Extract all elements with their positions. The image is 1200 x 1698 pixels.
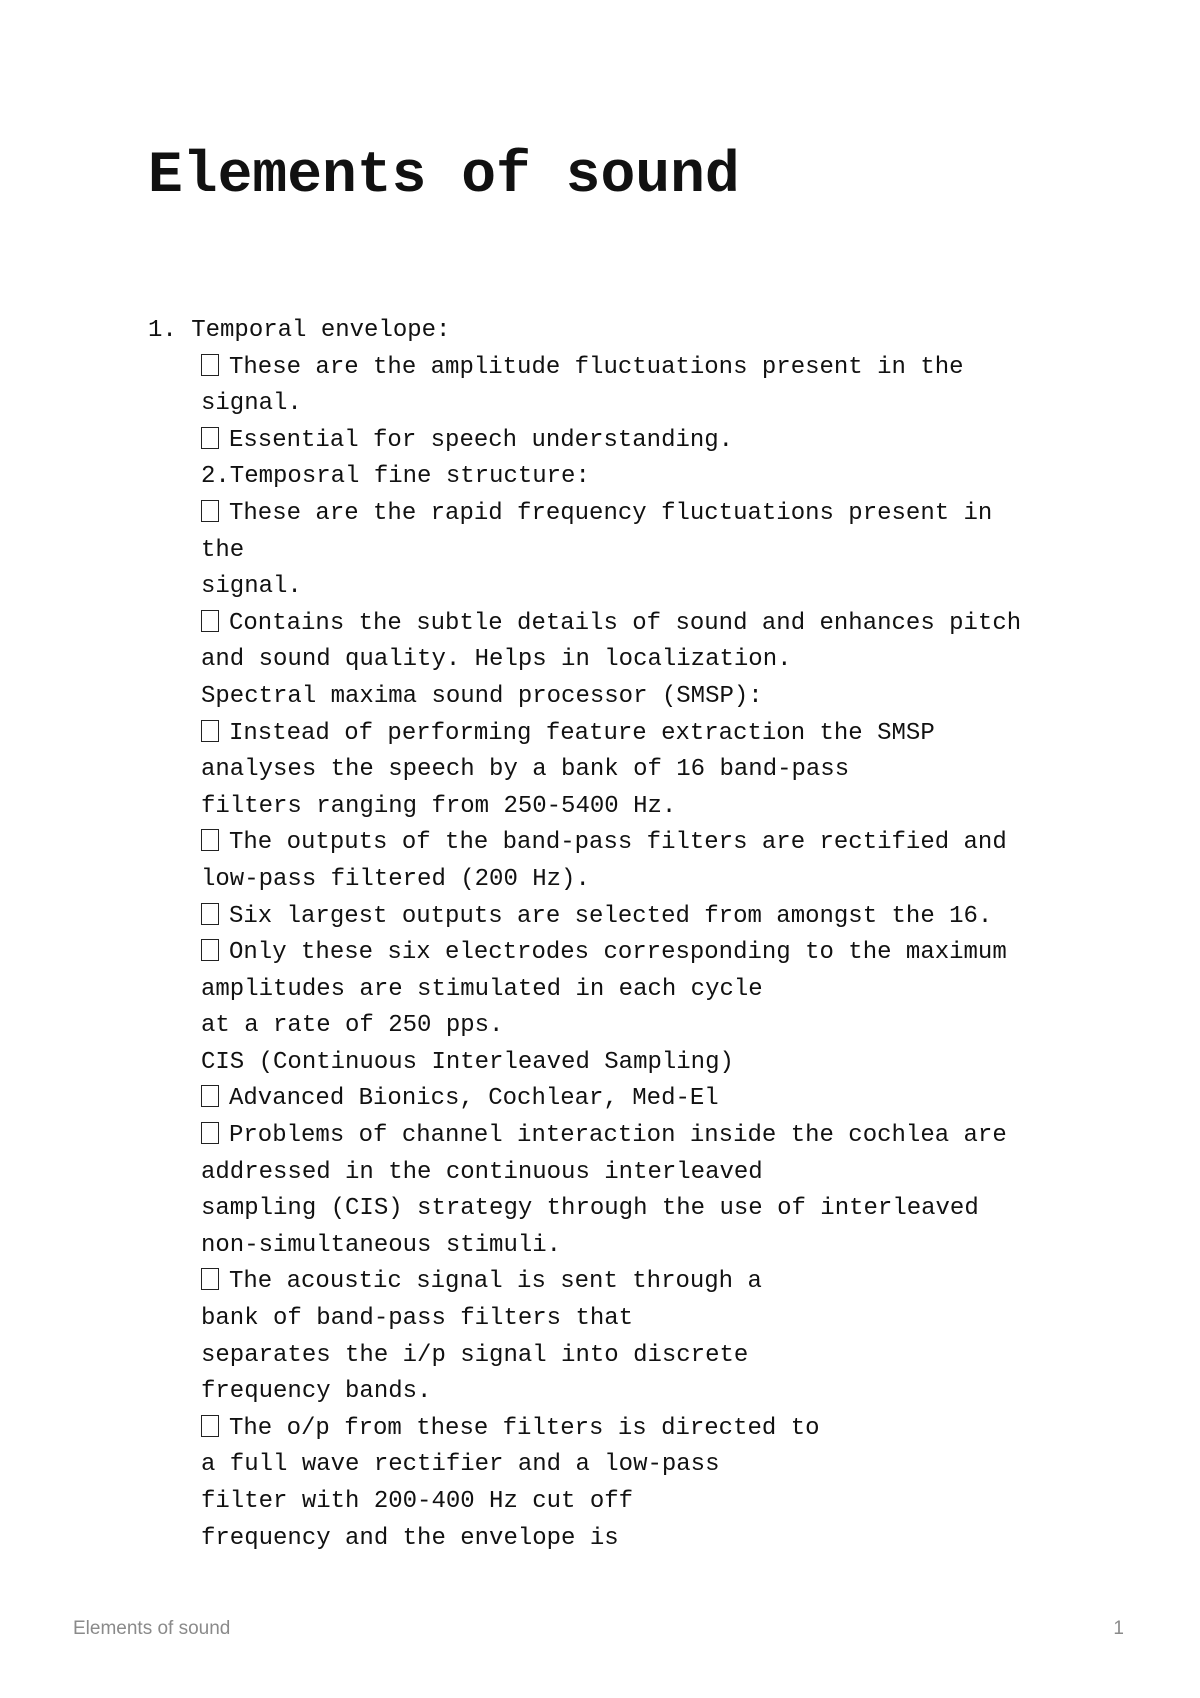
line-text: non-simultaneous stimuli. bbox=[201, 1231, 562, 1259]
line-text: and sound quality. Helps in localization. bbox=[201, 646, 792, 674]
text-line bbox=[148, 1191, 1108, 1228]
text-line bbox=[148, 1338, 1108, 1375]
text-line bbox=[148, 313, 1108, 350]
line-text: Only these six electrodes corresponding to the maximum bbox=[229, 939, 1007, 967]
text-line bbox=[148, 533, 1108, 570]
text-line bbox=[148, 679, 1108, 716]
bullet-line bbox=[148, 1081, 1108, 1118]
line-text: the bbox=[201, 536, 245, 564]
line-text: The o/p from these filters is directed to bbox=[229, 1414, 820, 1442]
line-text: 2.Temposral fine structure: bbox=[201, 463, 590, 491]
line-text: low-pass filtered (200 Hz). bbox=[201, 865, 590, 893]
missing-glyph-bullet-icon bbox=[201, 1122, 219, 1144]
bullet-line bbox=[148, 496, 1108, 533]
line-text: a full wave rectifier and a low-pass bbox=[201, 1451, 720, 1479]
text-line bbox=[148, 972, 1108, 1009]
bullet-line bbox=[148, 825, 1108, 862]
missing-glyph-bullet-icon bbox=[201, 903, 219, 925]
text-line bbox=[148, 1045, 1108, 1082]
line-text: signal. bbox=[201, 573, 302, 601]
text-line bbox=[148, 642, 1108, 679]
line-text: amplitudes are stimulated in each cycle bbox=[201, 975, 763, 1003]
line-text: The acoustic signal is sent through a bbox=[229, 1268, 762, 1296]
line-text: at a rate of 250 pps. bbox=[201, 1012, 504, 1040]
bullet-line bbox=[148, 606, 1108, 643]
footer-page-number: 1 bbox=[1113, 1618, 1124, 1639]
footer-document-name: Elements of sound bbox=[73, 1618, 231, 1639]
missing-glyph-bullet-icon bbox=[201, 500, 219, 522]
line-text: signal. bbox=[201, 390, 302, 418]
line-text: CIS (Continuous Interleaved Sampling) bbox=[201, 1048, 734, 1076]
line-text: analyses the speech by a bank of 16 band-pass bbox=[201, 756, 850, 784]
line-text: filters ranging from 250-5400 Hz. bbox=[201, 792, 677, 820]
text-line bbox=[148, 1301, 1108, 1338]
text-line bbox=[148, 789, 1108, 826]
bullet-line bbox=[148, 935, 1108, 972]
bullet-line bbox=[148, 899, 1108, 936]
document-body bbox=[148, 313, 1108, 1557]
line-text: sampling (CIS) strategy through the use of interleaved bbox=[201, 1195, 979, 1223]
text-line bbox=[148, 752, 1108, 789]
line-text: 1. Temporal envelope: bbox=[148, 317, 451, 344]
text-line bbox=[148, 1008, 1108, 1045]
text-line bbox=[148, 1155, 1108, 1192]
page-title: Elements of sound bbox=[148, 144, 740, 209]
missing-glyph-bullet-icon bbox=[201, 354, 219, 376]
line-text: bank of band-pass filters that bbox=[201, 1305, 634, 1333]
bullet-line bbox=[148, 716, 1108, 753]
line-text: Spectral maxima sound processor (SMSP): bbox=[201, 682, 763, 710]
text-line bbox=[148, 569, 1108, 606]
missing-glyph-bullet-icon bbox=[201, 720, 219, 742]
text-line bbox=[148, 1374, 1108, 1411]
bullet-line bbox=[148, 1118, 1108, 1155]
line-text: frequency and the envelope is bbox=[201, 1524, 619, 1552]
line-text: filter with 200-400 Hz cut off bbox=[201, 1488, 634, 1515]
line-text: separates the i/p signal into discrete bbox=[201, 1341, 749, 1369]
text-line bbox=[148, 386, 1108, 423]
bullet-line bbox=[148, 350, 1108, 387]
text-line bbox=[148, 1447, 1108, 1484]
text-line bbox=[148, 1228, 1108, 1265]
missing-glyph-bullet-icon bbox=[201, 1415, 219, 1437]
line-text: Advanced Bionics, Cochlear, Med-El bbox=[229, 1085, 719, 1113]
bullet-line bbox=[148, 1411, 1108, 1448]
missing-glyph-bullet-icon bbox=[201, 427, 219, 449]
line-text: Instead of performing feature extraction the SMSP bbox=[229, 719, 935, 747]
missing-glyph-bullet-icon bbox=[201, 829, 219, 851]
text-line bbox=[148, 1484, 1108, 1521]
missing-glyph-bullet-icon bbox=[201, 939, 219, 961]
bullet-line bbox=[148, 423, 1108, 460]
line-text: The outputs of the band-pass filters are rectified and bbox=[229, 829, 1007, 857]
missing-glyph-bullet-icon bbox=[201, 1085, 219, 1107]
bullet-line bbox=[148, 1264, 1108, 1301]
text-line bbox=[148, 459, 1108, 496]
missing-glyph-bullet-icon bbox=[201, 1268, 219, 1290]
text-line bbox=[148, 1521, 1108, 1558]
line-text: Six largest outputs are selected from amongst the 16. bbox=[229, 902, 993, 930]
line-text: These are the amplitude fluctuations present in the bbox=[229, 353, 964, 381]
text-line bbox=[148, 862, 1108, 899]
line-text: Problems of channel interaction inside the cochlea are bbox=[229, 1122, 1007, 1150]
line-text: These are the rapid frequency fluctuations present in bbox=[229, 499, 993, 527]
line-text: Essential for speech understanding. bbox=[229, 426, 734, 454]
line-text: Contains the subtle details of sound and enhances pitch bbox=[229, 609, 1022, 637]
line-text: addressed in the continuous interleaved bbox=[201, 1158, 763, 1186]
line-text: frequency bands. bbox=[201, 1378, 432, 1406]
missing-glyph-bullet-icon bbox=[201, 610, 219, 632]
